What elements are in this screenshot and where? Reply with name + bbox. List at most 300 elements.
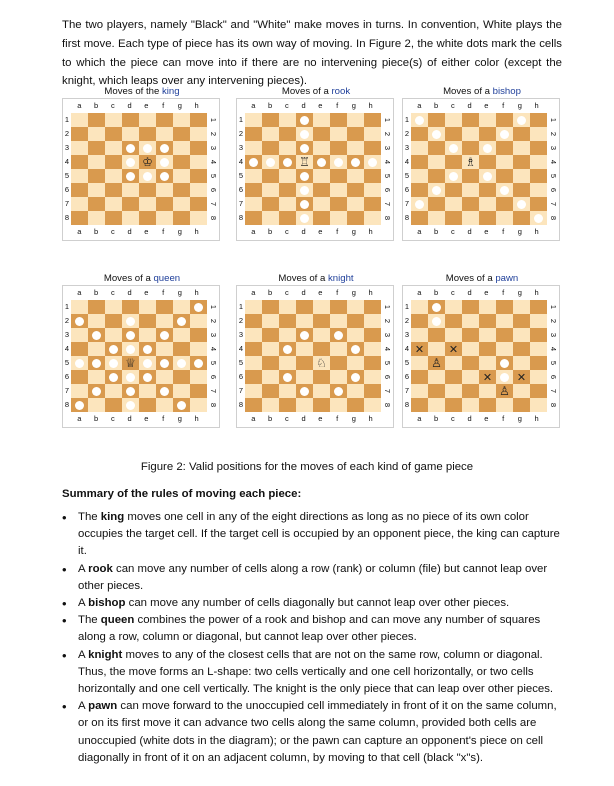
- board-square: [156, 342, 173, 356]
- board-square: [139, 398, 156, 412]
- board-square: [428, 127, 445, 141]
- board-square: [88, 155, 105, 169]
- rank-label: 8: [238, 400, 244, 409]
- board-square: [139, 155, 156, 169]
- move-dot: [75, 401, 84, 410]
- board-square: [496, 127, 513, 141]
- board-square: [462, 211, 479, 225]
- rank-label: 7: [238, 199, 244, 208]
- board-square: [347, 314, 364, 328]
- board-square: [71, 300, 88, 314]
- board-square: [71, 370, 88, 384]
- board-square: [330, 300, 347, 314]
- file-label: d: [127, 101, 132, 110]
- board-grid: [411, 113, 547, 225]
- board-square: [313, 398, 330, 412]
- rule-text: can move any number of cells diagonally but cannot leap over other pieces.: [125, 597, 510, 610]
- board-square: [496, 300, 513, 314]
- board-square: [139, 342, 156, 356]
- board-square: [88, 211, 105, 225]
- file-label: e: [484, 101, 489, 110]
- file-label: g: [177, 227, 182, 236]
- rank-label: 4: [383, 159, 392, 165]
- board-square: [262, 113, 279, 127]
- board-square: [496, 197, 513, 211]
- move-dot: [126, 317, 135, 326]
- file-labels-bottom: [71, 414, 205, 424]
- board-square: [262, 141, 279, 155]
- rank-label: 5: [549, 173, 558, 179]
- rank-label: 4: [549, 346, 558, 352]
- board-square: [330, 398, 347, 412]
- move-dot: [126, 172, 135, 181]
- board-square: [296, 328, 313, 342]
- board-square: [173, 155, 190, 169]
- move-dot: [351, 373, 360, 382]
- board-square: [347, 356, 364, 370]
- move-dot: [126, 158, 135, 167]
- board-square: [364, 127, 381, 141]
- rank-label: 6: [383, 187, 392, 193]
- board-square: [279, 398, 296, 412]
- rank-label: 6: [64, 185, 70, 194]
- file-labels-top: [411, 288, 545, 298]
- rule-text: moves one cell in any of the eight directions as long as no piece of its own color occupies the target cell. If the target cell is occupied by an opponent piece, the king can capture it.: [78, 511, 560, 558]
- board-square: [513, 342, 530, 356]
- move-dot: [300, 387, 309, 396]
- chessboard: [236, 285, 394, 428]
- board-square: [105, 384, 122, 398]
- rank-label: 5: [209, 173, 218, 179]
- rule-piece-name: king: [100, 511, 125, 523]
- board-square: [190, 328, 207, 342]
- board-square: [411, 356, 428, 370]
- queen-piece-icon: ♕: [125, 356, 136, 370]
- chessboard: [236, 98, 394, 241]
- pawn-piece-icon: ♙: [499, 384, 510, 398]
- rule-text: can move any number of cells along a row (rank) or column (file) but cannot leap over other pieces.: [78, 562, 548, 592]
- board-square: [462, 197, 479, 211]
- pawn-piece-icon: ♙: [431, 356, 442, 370]
- board-square: [88, 300, 105, 314]
- board-square: [71, 211, 88, 225]
- board-square: [105, 398, 122, 412]
- board-square: [173, 356, 190, 370]
- file-labels-top: [71, 288, 205, 298]
- board-square: [411, 384, 428, 398]
- board-square: [139, 356, 156, 370]
- board-square: [330, 314, 347, 328]
- board-square: [88, 183, 105, 197]
- board-square: [313, 169, 330, 183]
- rank-label: 3: [238, 143, 244, 152]
- board-square: [347, 342, 364, 356]
- file-label: e: [144, 414, 149, 423]
- board-square: [245, 384, 262, 398]
- file-labels-top: [411, 101, 545, 111]
- board-square: [156, 127, 173, 141]
- board-square: [296, 398, 313, 412]
- move-dot: [449, 172, 458, 181]
- board-square: [190, 384, 207, 398]
- board-square: [122, 169, 139, 183]
- board-title-prefix: Moves of a: [443, 86, 493, 97]
- board-square: [347, 370, 364, 384]
- board-square: [479, 356, 496, 370]
- board-square: [530, 141, 547, 155]
- board-square: [173, 384, 190, 398]
- board-square: [445, 314, 462, 328]
- board-square: [479, 398, 496, 412]
- board-square: [156, 183, 173, 197]
- rank-labels-right: [382, 300, 392, 412]
- rank-label: 1: [383, 304, 392, 310]
- rank-label: 7: [64, 386, 70, 395]
- rank-label: 4: [383, 346, 392, 352]
- board-square: [462, 356, 479, 370]
- board-square: [513, 127, 530, 141]
- board-square: [88, 342, 105, 356]
- file-label: d: [127, 414, 132, 423]
- board-square: [262, 155, 279, 169]
- board-square: [330, 356, 347, 370]
- file-label: c: [111, 414, 115, 423]
- board-square: [71, 328, 88, 342]
- board-square: [364, 314, 381, 328]
- move-dot: [483, 144, 492, 153]
- rank-label: 6: [549, 187, 558, 193]
- move-dot: [500, 186, 509, 195]
- move-dot: [92, 359, 101, 368]
- rule-piece-name: bishop: [88, 597, 126, 610]
- board-square: [330, 141, 347, 155]
- file-label: h: [534, 288, 539, 297]
- board-square: [411, 113, 428, 127]
- rule-piece-name: pawn: [88, 700, 118, 713]
- intro-paragraph: The two players, namely "Black" and "White" make moves in turns. In convention, White plays the first move. Each type of piece has its own way of moving. In Figure 2, the white dots mark the cells to which the piece can move into if there are no intervening piece(s) of either color (except the knight, which leaps over any intervening pieces).: [62, 19, 562, 88]
- rank-label: 8: [209, 402, 218, 408]
- file-label: a: [417, 101, 422, 110]
- board-square: [462, 314, 479, 328]
- board-square: [364, 113, 381, 127]
- move-dot: [415, 200, 424, 209]
- board-square: [462, 328, 479, 342]
- board-square: [313, 370, 330, 384]
- board-square: [71, 183, 88, 197]
- board-square: [479, 342, 496, 356]
- board-square: [411, 155, 428, 169]
- board-square: [296, 141, 313, 155]
- board-square: [479, 314, 496, 328]
- board-square: [364, 342, 381, 356]
- board-square: [173, 113, 190, 127]
- board-square: [245, 328, 262, 342]
- file-label: d: [301, 101, 306, 110]
- board-title-piece: king: [161, 86, 180, 97]
- board-square: [156, 169, 173, 183]
- rule-prefix: A: [78, 597, 89, 610]
- board-square: [279, 384, 296, 398]
- board-square: [122, 356, 139, 370]
- rule-piece-name: rook: [88, 562, 113, 575]
- board-square: [496, 356, 513, 370]
- move-dot: [126, 345, 135, 354]
- board-square: [496, 328, 513, 342]
- file-label: b: [94, 227, 99, 236]
- board-square: [330, 127, 347, 141]
- rank-label: 3: [209, 145, 218, 151]
- board-square: [411, 370, 428, 384]
- board-square: [245, 342, 262, 356]
- file-label: g: [351, 288, 356, 297]
- file-labels-bottom: [245, 414, 379, 424]
- board-square: [173, 127, 190, 141]
- rank-label: 8: [383, 402, 392, 408]
- board-square: [445, 169, 462, 183]
- board-square: [71, 169, 88, 183]
- move-dot: [351, 345, 360, 354]
- board-square: [313, 314, 330, 328]
- rule-prefix: A: [78, 562, 89, 575]
- rank-label: 6: [209, 374, 218, 380]
- board-square: [347, 183, 364, 197]
- rule-prefix: A: [78, 648, 89, 661]
- file-label: f: [162, 288, 165, 297]
- move-dot: [109, 345, 118, 354]
- board-square: [122, 314, 139, 328]
- board-square: [364, 356, 381, 370]
- board-square: [330, 370, 347, 384]
- rank-label: 4: [404, 157, 410, 166]
- board-square: [364, 398, 381, 412]
- board-square: [122, 398, 139, 412]
- file-label: b: [268, 101, 273, 110]
- board-square: [71, 141, 88, 155]
- board-square: [364, 211, 381, 225]
- board-square: [122, 127, 139, 141]
- board-square: [347, 300, 364, 314]
- rank-label: 1: [209, 117, 218, 123]
- rank-label: 3: [549, 145, 558, 151]
- board-square: [445, 197, 462, 211]
- move-dot: [300, 214, 309, 223]
- file-label: c: [451, 227, 455, 236]
- board-square: [245, 211, 262, 225]
- move-dot: [300, 200, 309, 209]
- board-square: [88, 141, 105, 155]
- board-square: [513, 370, 530, 384]
- file-label: d: [467, 288, 472, 297]
- board-square: [296, 197, 313, 211]
- board-square: [479, 155, 496, 169]
- file-label: f: [502, 227, 505, 236]
- rule-item: [62, 698, 560, 767]
- rank-label: 5: [64, 171, 70, 180]
- rank-label: 2: [404, 129, 410, 138]
- board-square: [462, 155, 479, 169]
- file-label: c: [285, 101, 289, 110]
- board-square: [245, 155, 262, 169]
- move-dot: [432, 186, 441, 195]
- board-square: [279, 183, 296, 197]
- file-label: b: [434, 227, 439, 236]
- board-square: [139, 314, 156, 328]
- board-square: [445, 356, 462, 370]
- file-label: d: [467, 227, 472, 236]
- board-square: [279, 314, 296, 328]
- board-square: [122, 197, 139, 211]
- board-square: [105, 314, 122, 328]
- board-square: [262, 328, 279, 342]
- rank-label: 7: [404, 199, 410, 208]
- rank-label: 3: [238, 330, 244, 339]
- rank-label: 6: [549, 374, 558, 380]
- board-square: [279, 356, 296, 370]
- board-square: [262, 300, 279, 314]
- board-square: [262, 398, 279, 412]
- board-square: [296, 211, 313, 225]
- rank-labels-right: [208, 113, 218, 225]
- board-square: [364, 169, 381, 183]
- file-label: c: [285, 288, 289, 297]
- board-square: [173, 169, 190, 183]
- file-label: g: [351, 101, 356, 110]
- file-label: g: [351, 414, 356, 423]
- board-square: [330, 342, 347, 356]
- board-square: [88, 384, 105, 398]
- rule-text: combines the power of a rook and bishop and can move any number of squares along a row, column or diagonal, but cannot leap over other pieces.: [78, 614, 541, 644]
- board-square: [190, 314, 207, 328]
- board-square: [428, 398, 445, 412]
- board-square: [279, 113, 296, 127]
- board-square: [296, 113, 313, 127]
- board-square: [496, 169, 513, 183]
- board-square: [530, 314, 547, 328]
- rank-label: 2: [549, 318, 558, 324]
- rank-label: 7: [404, 386, 410, 395]
- board-square: [496, 155, 513, 169]
- king-piece-icon: ♔: [142, 155, 153, 169]
- board-square: [279, 342, 296, 356]
- move-dot: [300, 144, 309, 153]
- board-square: [364, 155, 381, 169]
- move-dot: [75, 317, 84, 326]
- board-square: [105, 113, 122, 127]
- board-square: [330, 211, 347, 225]
- board-square: [122, 328, 139, 342]
- rank-label: 7: [209, 388, 218, 394]
- board-square: [513, 328, 530, 342]
- move-dot: [500, 373, 509, 382]
- move-dot: [517, 116, 526, 125]
- move-dot: [160, 172, 169, 181]
- board-square: [262, 169, 279, 183]
- move-dot: [126, 144, 135, 153]
- board-square: [462, 169, 479, 183]
- board-square: [411, 300, 428, 314]
- file-labels-top: [71, 101, 205, 111]
- rank-label: 1: [404, 302, 410, 311]
- board-square: [364, 141, 381, 155]
- rank-label: 1: [549, 304, 558, 310]
- board-square: [105, 342, 122, 356]
- board-square: [445, 211, 462, 225]
- board-square: [105, 328, 122, 342]
- file-labels-bottom: [71, 227, 205, 237]
- rank-label: 4: [209, 159, 218, 165]
- rank-label: 6: [238, 372, 244, 381]
- board-square: [462, 300, 479, 314]
- file-label: e: [144, 227, 149, 236]
- rank-label: 8: [383, 215, 392, 221]
- board-square: [347, 398, 364, 412]
- board-square: [530, 183, 547, 197]
- board-square: [296, 384, 313, 398]
- board-square: [173, 183, 190, 197]
- board-square: [364, 370, 381, 384]
- board-square: [105, 141, 122, 155]
- move-dot: [300, 116, 309, 125]
- board-square: [71, 127, 88, 141]
- board-square: [296, 169, 313, 183]
- file-label: g: [517, 101, 522, 110]
- file-label: b: [268, 288, 273, 297]
- file-label: c: [451, 101, 455, 110]
- board-square: [428, 183, 445, 197]
- file-label: h: [194, 414, 199, 423]
- board-square: [428, 384, 445, 398]
- file-label: a: [417, 414, 422, 423]
- board-square: [330, 328, 347, 342]
- board-square: [105, 127, 122, 141]
- file-label: e: [318, 288, 323, 297]
- board-square: [190, 141, 207, 155]
- board-square: [462, 183, 479, 197]
- board-square: [496, 384, 513, 398]
- move-dot: [283, 158, 292, 167]
- board-square: [530, 356, 547, 370]
- move-dot: [177, 359, 186, 368]
- board-square: [313, 211, 330, 225]
- move-dot: [126, 373, 135, 382]
- file-label: f: [336, 288, 339, 297]
- capture-cross: ✕: [414, 343, 425, 356]
- move-dot: [368, 158, 377, 167]
- board-square: [313, 328, 330, 342]
- board-square: [496, 314, 513, 328]
- board-square: [173, 314, 190, 328]
- board-square: [411, 183, 428, 197]
- board-square: [364, 300, 381, 314]
- board-square: [462, 398, 479, 412]
- file-label: h: [194, 227, 199, 236]
- rank-label: 2: [238, 316, 244, 325]
- rank-label: 5: [238, 171, 244, 180]
- board-square: [530, 370, 547, 384]
- board-square: [88, 328, 105, 342]
- rank-label: 2: [383, 131, 392, 137]
- board-square: [71, 155, 88, 169]
- board-square: [479, 328, 496, 342]
- file-label: a: [251, 101, 256, 110]
- rank-label: 3: [549, 332, 558, 338]
- board-title-piece: rook: [331, 86, 351, 97]
- board-square: [513, 398, 530, 412]
- board-square: [313, 356, 330, 370]
- board-square: [313, 155, 330, 169]
- file-label: g: [517, 288, 522, 297]
- file-label: h: [368, 288, 373, 297]
